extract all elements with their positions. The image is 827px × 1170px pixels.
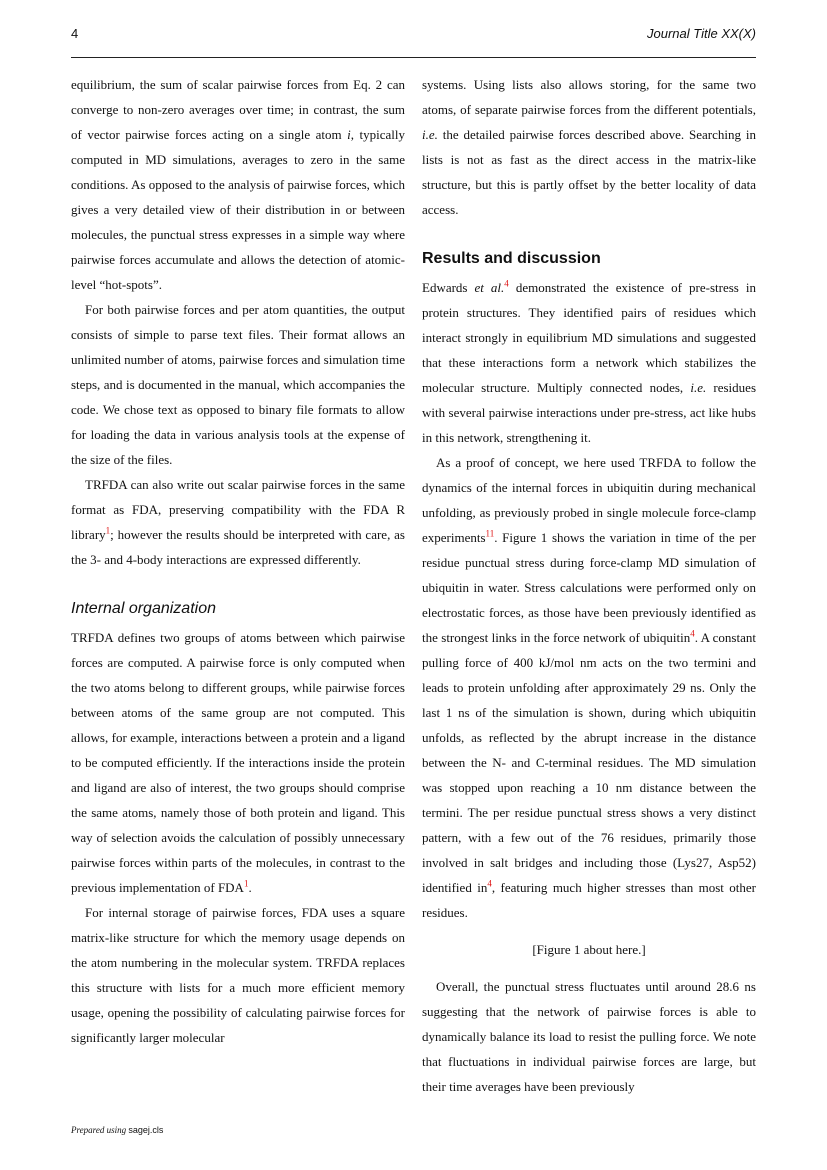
paragraph: TRFDA defines two groups of atoms between which pairwise forces are computed. A pairwise force is only computed when the two atoms belong to different groups, while pairwise forces between atoms of the same group are not computed. This allows, for example, interactions between a protein and a ligand to be computed efficiently. If the interactions inside the protein and ligand are also of interest, the two groups should comprise the same atoms, namely those of both protein and ligand. This way of selection avoids the calculation of possibly unnecessary pairwise forces within parts of the molecules, in contrast to the previous implementation of FDA$^1$. [71, 630, 405, 895]
paragraph: For both pairwise forces and per atom quantities, the output consists of simple to parse text files. Their format allows an unlimited number of atoms, pairwise forces and simulation time steps, and is documented in the manual, which accompanies the code. We chose text as opposed to binary file formats to allow for loading the data in various analysis tools at the expense of the size of the files. [71, 302, 405, 467]
citation-link[interactable]: 1 [105, 525, 111, 536]
left-column [71, 72, 405, 1050]
right-column [422, 72, 756, 1099]
footer-cls: sagej.cls [128, 1125, 164, 1135]
paragraph: As a proof of concept, we here used TRFDA to follow the dynamics of the internal forces in ubiquitin during mechanical unfolding, as previously probed in single molecule force-clamp experiments$^{11}$. Figure 1 shows the variation in time of the per residue punctual stress during force-clamp MD simulation of ubiquitin in water. Stress calculations were performed only on electrostatic forces, as those have been previously identified as the strongest links in the force network of ubiquitin$^4$. A constant pulling force of 400 kJ/mol nm acts on the two termini and leads to protein unfolding after approximately 29 ns. Only the last 1 ns of the simulation is shown, during which ubiquitin unfolds, as reflected by the abrupt increase in the distance between the N- and C-terminal residues. The MD simulation was stopped upon reaching a 10 nm distance between the termini. The per residue punctual stress shows a very distinct pattern, with a few out of the 76 residues, primarily those involved in salt bridges and including those (Lys27, Asp52) identified in$^4$, featuring much higher stresses than most other residues. [422, 455, 757, 920]
citation-link[interactable]: 1 [243, 878, 249, 889]
header-rule [71, 57, 756, 58]
citation-link[interactable]: 4 [504, 278, 509, 289]
paragraph: equilibrium, the sum of scalar pairwise forces from Eq. 2 can converge to non-zero averages over time; in contrast, the sum of vector pairwise forces acting on a single atom i, typically computed in MD simulations, averages to zero in the same conditions. As opposed to the analysis of pairwise forces, which gives a very detailed view of their distribution in or between molecules, the punctual stress expresses in a simple way where pairwise forces accumulate and allows the detection of atomic-level “hot-spots”. [71, 77, 405, 292]
paragraph: TRFDA can also write out scalar pairwise forces in the same format as FDA, preserving compatibility with the FDA R library$^1$; however the results should be interpreted with care, as the 3- and 4-body interactions are expressed differently. [71, 477, 405, 567]
figure-placeholder: [Figure 1 about here.] [532, 942, 646, 957]
paragraph: Edwards et al.$^4$ demonstrated the existence of pre-stress in protein structures. They identified pairs of residues which interact strongly in equilibrium MD simulations and suggested that these interactions form a network which stabilizes the molecular structure. Multiply connected nodes, i.e. residues with several pairwise interactions under pre-stress, act like hubs in this network, strengthening it. [422, 278, 757, 445]
subsection-heading: Internal organization [71, 600, 216, 617]
journal-title: Journal Title XX(X) [647, 26, 756, 41]
footer [71, 1125, 163, 1135]
footer-prepared: Prepared using [71, 1125, 129, 1135]
running-header [71, 26, 756, 46]
citation-link[interactable]: 11 [485, 528, 495, 539]
paragraph: For internal storage of pairwise forces, FDA uses a square matrix-like structure for which the memory usage depends on the atom numbering in the molecular system. TRFDA replaces this structure with lists for a much more efficient memory usage, opening the possibility of calculating pairwise forces for significantly larger molecular [71, 905, 405, 1045]
paragraph: Overall, the punctual stress fluctuates until around 28.6 ns suggesting that the network of pairwise forces is able to dynamically balance its load to resist the pulling force. We note that fluctuations in individual pairwise forces are large, but their time averages have been previously [422, 979, 756, 1094]
citation-link[interactable]: 4 [690, 628, 695, 639]
paragraph: systems. Using lists also allows storing, for the same two atoms, of separate pairwise forces from the different potentials, i.e. the detailed pairwise forces described above. Searching in lists is not as fast as the direct access in the matrix-like structure, but this is partly offset by the better locality of data access. [422, 77, 756, 217]
citation-link[interactable]: 4 [487, 878, 492, 889]
section-heading: Results and discussion [422, 250, 601, 267]
page-number: 4 [71, 26, 79, 41]
